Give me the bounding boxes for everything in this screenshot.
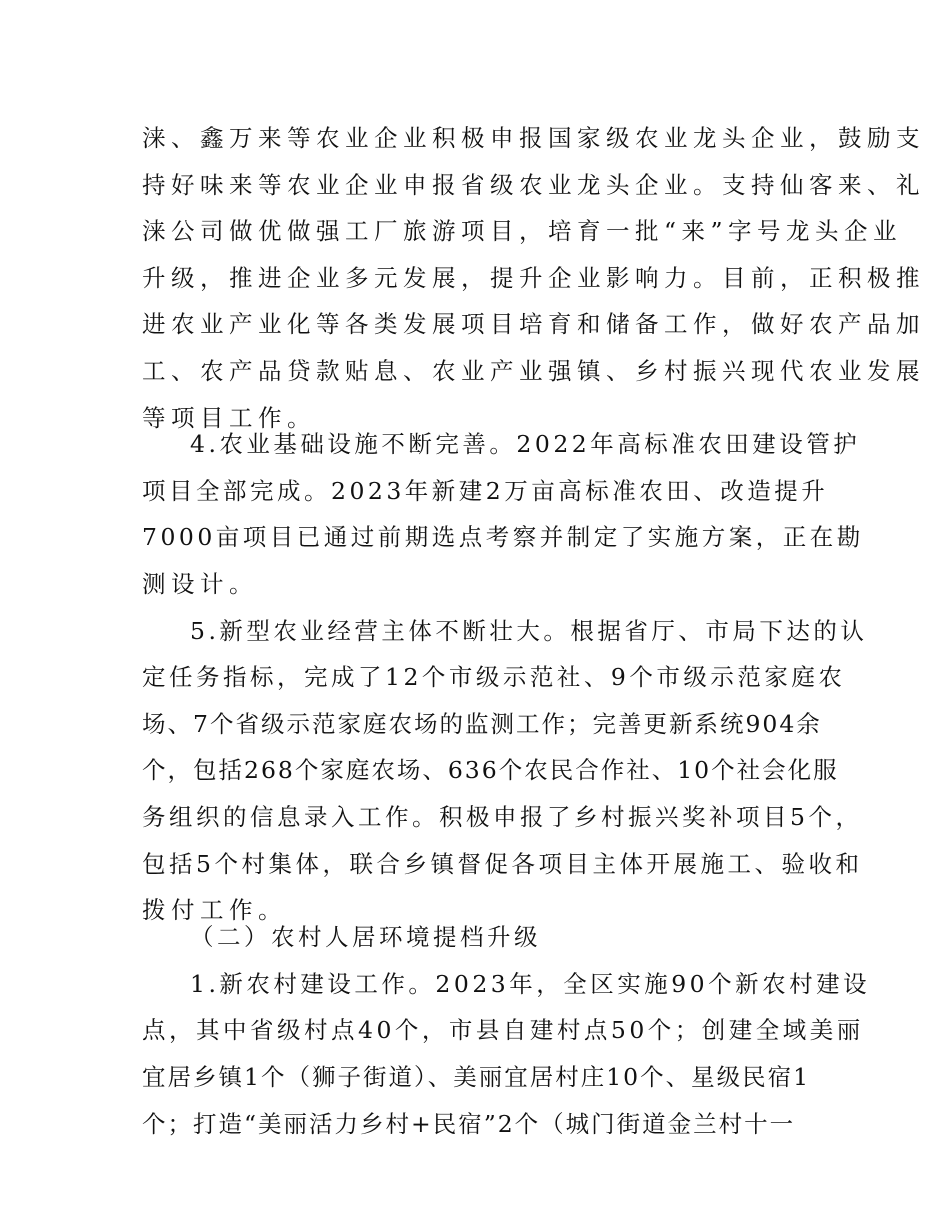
text-line: 4.农业基础设施不断完善。2022年高标准农田建设管护 [190, 430, 861, 458]
text-line: 宜居乡镇1个（狮子街道）、美丽宜居村庄10个、星级民宿1 [142, 1063, 811, 1091]
text-line: 持好味来等农业企业申报省级农业龙头企业。支持仙客来、礼 [142, 171, 925, 199]
text-line: 项目全部完成。2023年新建2万亩高标准农田、改造提升 [142, 477, 829, 505]
text-line: 务组织的信息录入工作。积极申报了乡村振兴奖补项目5个， [142, 803, 863, 831]
text-line: 5.新型农业经营主体不断壮大。根据省厅、市局下达的认 [190, 617, 868, 645]
text-line: 点，其中省级村点40个，市县自建村点50个；创建全域美丽 [142, 1016, 864, 1044]
text-line: 工、农产品贷款贴息、农业产业强镇、乡村振兴现代农业发展 [142, 357, 925, 385]
text-line: 场、7个省级示范家庭农场的监测工作；完善更新系统904余 [142, 710, 822, 738]
text-line: 测设计。 [142, 570, 258, 598]
text-line: 涞公司做优做强工厂旅游项目，培育一批“来”字号龙头企业 [142, 217, 903, 245]
text-line: 7000亩项目已通过前期选点考察并制定了实施方案，正在勘 [142, 523, 864, 551]
text-line: 拨付工作。 [142, 896, 287, 924]
text-line: 个；打造“美丽活力乡村+民宿”2个（城门街道金兰村十一 [142, 1110, 796, 1138]
text-line: 包括5个村集体，联合乡镇督促各项目主体开展施工、验收和 [142, 850, 863, 878]
text-line: 1.新农村建设工作。2023年，全区实施90个新农村建设 [190, 970, 871, 998]
section-heading: （二）农村人居环境提档升级 [190, 923, 541, 951]
text-line: 定任务指标，完成了12个市级示范社、9个市级示范家庭农 [142, 663, 846, 691]
text-line: 升级，推进企业多元发展，提升企业影响力。目前，正积极推 [142, 264, 925, 292]
text-line: 等项目工作。 [142, 404, 316, 432]
text-line: 个，包括268个家庭农场、636个农民合作社、10个社会化服 [142, 756, 839, 784]
text-line: 涞、鑫万来等农业企业积极申报国家级农业龙头企业，鼓励支 [142, 124, 925, 152]
text-line: 进农业产业化等各类发展项目培育和储备工作，做好农产品加 [142, 310, 925, 338]
